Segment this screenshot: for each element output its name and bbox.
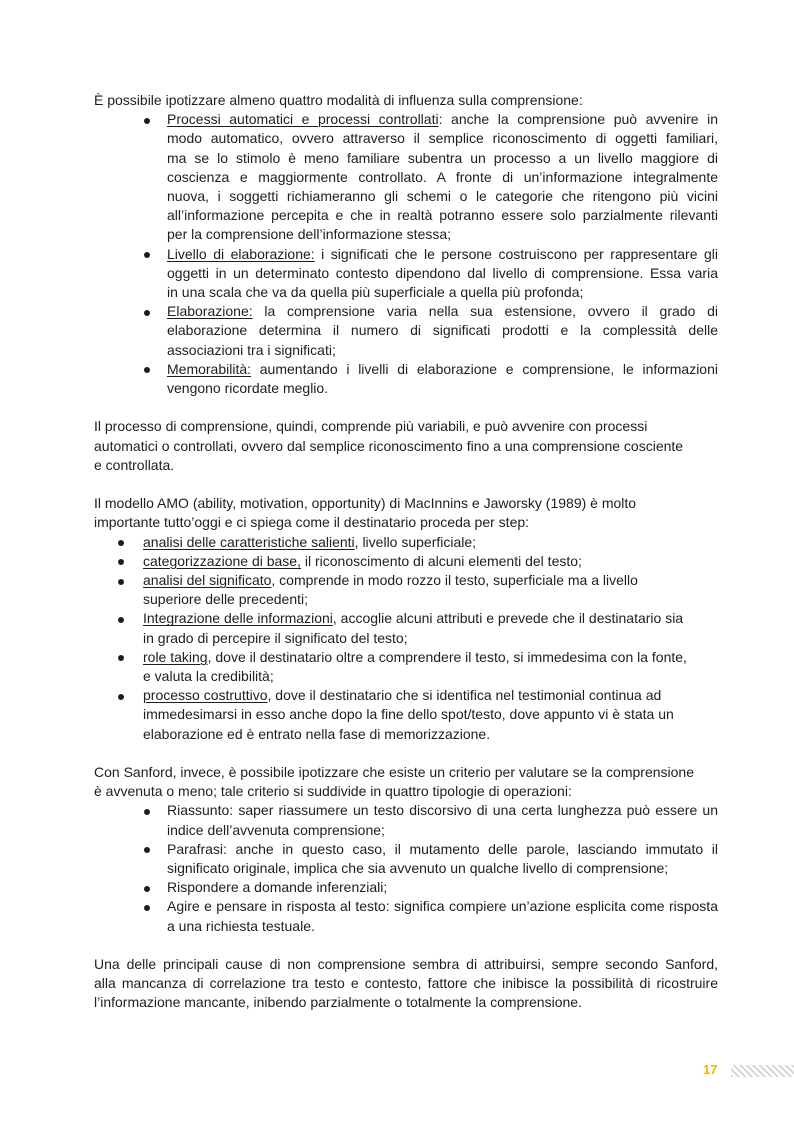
text-line: in grado di percepire il significato del testo; — [143, 629, 408, 646]
underlined-term: analisi delle caratteristiche salienti — [143, 533, 355, 550]
text-fragment: , dove il destinatario oltre a comprendere il testo, si immedesima con la fonte, — [207, 648, 687, 665]
text-fragment: aumentando i livelli di elaborazione e comprensione, le informazioni — [251, 360, 718, 377]
list-item — [94, 245, 718, 303]
list-item — [94, 360, 718, 398]
text-line: Il modello AMO (ability, motivation, opportunity) di MacInnins e Jaworsky (1989) è molto — [94, 495, 637, 512]
list-item — [94, 878, 718, 897]
bullet-icon — [118, 579, 124, 585]
bullet-icon — [144, 886, 150, 892]
text-line: coscienza e maggiormente controllato. A fronte di un’informazione integralmente — [167, 168, 718, 185]
text-fragment: il riconoscimento di alcuni elementi del testo; — [301, 552, 582, 569]
text-line — [167, 302, 718, 321]
underlined-term: categorizzazione di base, — [143, 552, 301, 569]
text-line — [167, 110, 718, 129]
paragraph-non-comprehension — [94, 955, 718, 1013]
underlined-term: Integrazione delle informazioni — [143, 610, 333, 627]
text-line: automatici o controllati, ovvero dal semplice riconoscimento fino a una comprensione cosciente — [94, 437, 684, 454]
text-line — [143, 533, 718, 552]
text-fragment: , comprende in modo rozzo il testo, superficiale ma a livello — [271, 572, 638, 589]
bullet-icon — [118, 694, 124, 700]
text-line: ma se lo stimolo è meno familiare subentra un processo a un livello maggiore di — [167, 149, 718, 166]
text-line: Riassunto: saper riassumere un testo discorsivo di una certa lunghezza può essere un — [167, 802, 718, 819]
text-fragment: , livello superficiale; — [354, 533, 477, 550]
text-fragment: la comprensione varia nella sua estensione, ovvero il grado di — [252, 303, 718, 320]
bullet-icon — [118, 559, 124, 565]
bullet-icon — [144, 310, 150, 316]
text-line — [143, 552, 718, 571]
page-body — [94, 91, 718, 1013]
text-line: elaborazione ed è entrato nella fase di memorizzazione. — [143, 725, 491, 742]
text-line — [143, 686, 718, 705]
bullet-icon — [118, 540, 124, 546]
text-fragment: , dove il destinatario che si identifica nel testimonial continua ad — [267, 687, 662, 704]
text-line: in una scala che va da quella più superficiale a quella più profonda; — [167, 284, 584, 301]
bullet-icon — [118, 617, 124, 623]
text-line — [143, 609, 718, 628]
list-item — [94, 897, 718, 935]
list-item — [94, 609, 718, 647]
text-line: Rispondere a domande inferenziali; — [167, 879, 388, 896]
bullet-icon — [118, 655, 124, 661]
text-line: nuova, i soggetti richiameranno gli schemi o le categorie che ritengono più vicini — [167, 188, 718, 205]
text-fragment: i significati che le persone costruiscono per rappresentare gli — [314, 245, 718, 262]
list-item — [94, 571, 718, 609]
text-line — [167, 245, 718, 264]
text-line: importante tutto’oggi e ci spiega come il destinatario proceda per step: — [94, 514, 530, 531]
text-line — [143, 648, 718, 667]
list-item — [94, 552, 718, 571]
text-line: indice dell’avvenuta comprensione; — [167, 821, 385, 838]
decorative-stripes — [731, 1065, 794, 1077]
bullet-icon — [144, 847, 150, 853]
text-line: modo automatico, ovvero attraverso il semplice riconoscimento di oggetti familiari, — [167, 130, 718, 147]
list-item — [94, 801, 718, 839]
bullet-icon — [144, 252, 150, 258]
text-line: a una richiesta testuale. — [167, 917, 315, 934]
text-line: Una delle principali cause di non comprensione sembra di attribuirsi, sempre secondo Sanford, — [94, 956, 718, 973]
text-line: e controllata. — [94, 456, 175, 473]
text-line: associazioni tra i significati; — [167, 341, 336, 358]
text-line: è avvenuta o meno; tale criterio si suddivide in quattro tipologie di operazioni: — [94, 783, 572, 800]
bullet-list-amo-steps — [94, 533, 718, 744]
text-line: immedesimarsi in esso anche dopo la fine dello spot/testo, dove appunto vi è stata un — [143, 706, 674, 723]
text-fragment: , accoglie alcuni attributi e prevede che il destinatario sia — [332, 610, 684, 627]
text-line: per la comprensione dell’informazione stessa; — [167, 226, 452, 243]
page-number: 17 — [703, 1062, 718, 1077]
list-item — [94, 648, 718, 686]
bullet-icon — [144, 118, 150, 124]
paragraph-comprehension-process — [94, 417, 718, 475]
text-line: all’informazione percepita e che in realtà potranno essere solo parzialmente rilevanti — [167, 207, 718, 224]
underlined-term: Elaborazione: — [167, 303, 253, 320]
paragraph-amo-model — [94, 494, 718, 532]
text-line: alla mancanza di correlazione tra testo e contesto, fattore che inibisce la possibilità di ricostruire — [94, 975, 718, 992]
text-fragment: : anche la comprensione può avvenire in — [438, 111, 718, 128]
bullet-icon — [144, 809, 150, 815]
text-line: e valuta la credibilità; — [143, 668, 274, 685]
list-item — [94, 840, 718, 878]
text-line: È possibile ipotizzare almeno quattro modalità di influenza sulla comprensione: — [94, 92, 583, 108]
text-line: l’informazione mancante, inibendo parzialmente o totalmente la comprensione. — [94, 994, 582, 1011]
text-line — [143, 571, 718, 590]
paragraph-intro — [94, 91, 718, 110]
text-line: superiore delle precedenti; — [143, 591, 308, 608]
bullet-icon — [144, 367, 150, 373]
list-item — [94, 686, 718, 744]
paragraph-sanford-criteria — [94, 763, 718, 801]
underlined-term: analisi del significato — [143, 572, 272, 589]
bullet-icon — [144, 905, 150, 911]
underlined-term: role taking — [143, 648, 208, 665]
bullet-list-operations — [94, 801, 718, 935]
list-item — [94, 533, 718, 552]
text-line: Agire e pensare in risposta al testo: significa compiere un’azione esplicita come risposta — [167, 898, 718, 915]
list-item — [94, 110, 718, 244]
underlined-term: processo costruttivo — [143, 687, 268, 704]
text-line: vengono ricordate meglio. — [167, 380, 329, 397]
text-line: oggetti in un determinato contesto dipendono dal livello di comprensione. Essa varia — [167, 264, 718, 281]
text-line: Con Sanford, invece, è possibile ipotizzare che esiste un criterio per valutare se la comprensione — [94, 764, 694, 781]
underlined-term: Livello di elaborazione: — [167, 245, 315, 262]
text-line: Il processo di comprensione, quindi, comprende più variabili, e può avvenire con processi — [94, 418, 648, 435]
text-line — [167, 360, 718, 379]
text-line: elaborazione determina il numero di significati prodotti e la complessità delle — [167, 322, 718, 339]
text-line: significato originale, implica che sia avvenuto un qualche livello di comprensione; — [167, 860, 669, 877]
underlined-term: Processi automatici e processi controllati — [167, 111, 439, 128]
text-line: Parafrasi: anche in questo caso, il mutamento delle parole, lasciando immutato il — [167, 840, 718, 857]
list-item — [94, 302, 718, 360]
bullet-list-influence-modes — [94, 110, 718, 398]
underlined-term: Memorabilità: — [167, 360, 252, 377]
